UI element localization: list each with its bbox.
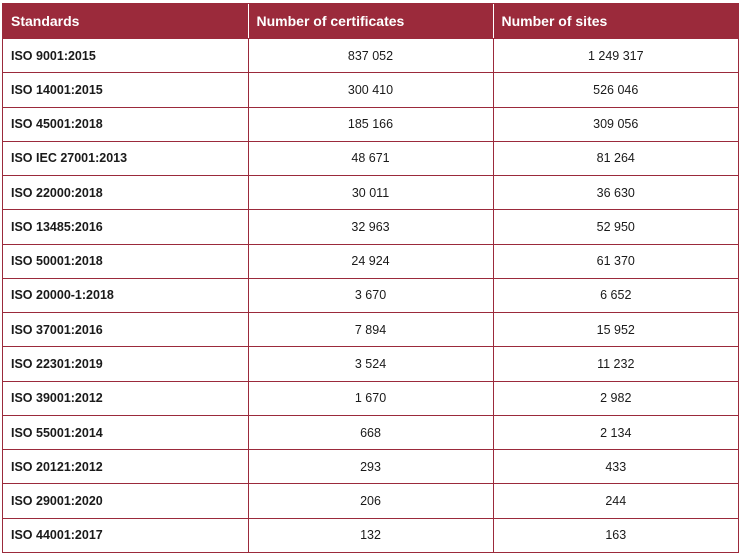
- column-header-certificates: Number of certificates: [248, 4, 493, 39]
- cell-standard: ISO 45001:2018: [3, 107, 248, 141]
- table-row: [3, 73, 738, 107]
- cell-standard: ISO 44001:2017: [3, 518, 248, 552]
- table-row: [3, 518, 738, 552]
- table-row: [3, 141, 738, 175]
- table-row: [3, 484, 738, 518]
- cell-certificates: 48 671: [248, 141, 493, 175]
- cell-sites: 2 134: [493, 415, 738, 449]
- iso-certificates-table-container: [2, 3, 739, 553]
- cell-standard: ISO 39001:2012: [3, 381, 248, 415]
- cell-certificates: 3 670: [248, 278, 493, 312]
- column-header-sites: Number of sites: [493, 4, 738, 39]
- cell-standard: ISO 13485:2016: [3, 210, 248, 244]
- cell-standard: ISO 20000-1:2018: [3, 278, 248, 312]
- cell-certificates: 185 166: [248, 107, 493, 141]
- cell-sites: 1 249 317: [493, 39, 738, 73]
- column-header-standards: Standards: [3, 4, 248, 39]
- table-body: [3, 39, 738, 553]
- cell-certificates: 300 410: [248, 73, 493, 107]
- iso-certificates-table: [3, 4, 738, 552]
- cell-standard: ISO 37001:2016: [3, 313, 248, 347]
- cell-standard: ISO 55001:2014: [3, 415, 248, 449]
- table-row: [3, 39, 738, 73]
- cell-certificates: 837 052: [248, 39, 493, 73]
- cell-standard: ISO 50001:2018: [3, 244, 248, 278]
- cell-standard: ISO 22301:2019: [3, 347, 248, 381]
- cell-standard: ISO 29001:2020: [3, 484, 248, 518]
- table-header-row: [3, 4, 738, 39]
- cell-sites: 61 370: [493, 244, 738, 278]
- table-row: [3, 313, 738, 347]
- cell-certificates: 30 011: [248, 176, 493, 210]
- table-row: [3, 244, 738, 278]
- table-row: [3, 176, 738, 210]
- cell-sites: 244: [493, 484, 738, 518]
- cell-sites: 163: [493, 518, 738, 552]
- cell-sites: 36 630: [493, 176, 738, 210]
- cell-certificates: 668: [248, 415, 493, 449]
- cell-sites: 81 264: [493, 141, 738, 175]
- cell-certificates: 293: [248, 450, 493, 484]
- cell-standard: ISO 20121:2012: [3, 450, 248, 484]
- cell-sites: 52 950: [493, 210, 738, 244]
- cell-certificates: 1 670: [248, 381, 493, 415]
- cell-sites: 6 652: [493, 278, 738, 312]
- cell-sites: 15 952: [493, 313, 738, 347]
- cell-sites: 11 232: [493, 347, 738, 381]
- cell-sites: 433: [493, 450, 738, 484]
- cell-certificates: 7 894: [248, 313, 493, 347]
- table-row: [3, 278, 738, 312]
- cell-certificates: 206: [248, 484, 493, 518]
- cell-sites: 2 982: [493, 381, 738, 415]
- table-row: [3, 107, 738, 141]
- cell-standard: ISO 14001:2015: [3, 73, 248, 107]
- cell-certificates: 32 963: [248, 210, 493, 244]
- cell-standard: ISO 22000:2018: [3, 176, 248, 210]
- table-row: [3, 415, 738, 449]
- cell-standard: ISO 9001:2015: [3, 39, 248, 73]
- cell-sites: 526 046: [493, 73, 738, 107]
- cell-certificates: 3 524: [248, 347, 493, 381]
- table-row: [3, 450, 738, 484]
- table-row: [3, 347, 738, 381]
- table-row: [3, 381, 738, 415]
- cell-sites: 309 056: [493, 107, 738, 141]
- cell-certificates: 24 924: [248, 244, 493, 278]
- cell-certificates: 132: [248, 518, 493, 552]
- table-row: [3, 210, 738, 244]
- cell-standard: ISO IEC 27001:2013: [3, 141, 248, 175]
